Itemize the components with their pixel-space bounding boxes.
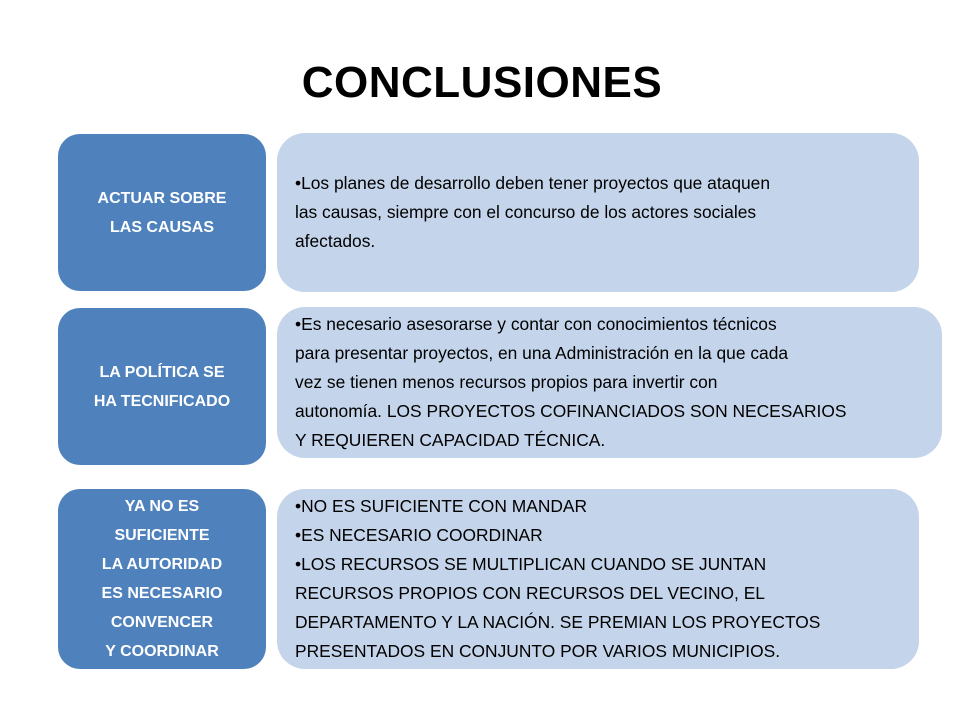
content-line: •Los planes de desarrollo deben tener proyectos que ataquen xyxy=(295,173,771,193)
content-line: para presentar proyectos, en una Administración en la que cada xyxy=(295,343,789,363)
label-line: Y COORDINAR xyxy=(105,643,219,660)
label-line: CONVENCER xyxy=(110,614,214,631)
label-actuar-sobre-las-causas xyxy=(58,134,266,291)
content-line: las causas, siempre con el concurso de los actores sociales xyxy=(295,202,757,222)
content-line: autonomía. LOS PROYECTOS COFINANCIADOS SON NECESARIOS xyxy=(295,401,847,421)
label-line: HA TECNIFICADO xyxy=(93,392,231,410)
content-line: •NO ES SUFICIENTE CON MANDAR xyxy=(295,496,588,516)
content-line: DEPARTAMENTO Y LA NACIÓN. SE PREMIAN LOS PROYECTOS xyxy=(295,612,821,632)
content-line: •LOS RECURSOS SE MULTIPLICAN CUANDO SE JUNTAN xyxy=(295,554,767,574)
content-line: Y REQUIEREN CAPACIDAD TÉCNICA. xyxy=(295,430,606,450)
content-line: vez se tienen menos recursos propios para invertir con xyxy=(295,372,718,392)
label-ya-no-es-suficiente xyxy=(58,489,266,669)
label-line: LAS CAUSAS xyxy=(109,218,214,236)
content-line: •Es necesario asesorarse y contar con conocimientos técnicos xyxy=(295,314,777,334)
label-line: SUFICIENTE xyxy=(114,527,210,544)
label-line: ACTUAR SOBRE xyxy=(97,189,227,207)
content-la-politica-se-ha-tecnificado xyxy=(277,307,942,458)
slide-title: CONCLUSIONES xyxy=(301,58,663,107)
label-line: YA NO ES xyxy=(124,498,200,515)
content-actuar-sobre-las-causas xyxy=(277,133,919,292)
label-line: LA POLÍTICA SE xyxy=(99,363,225,381)
label-la-politica-se-ha-tecnificado xyxy=(58,308,266,465)
content-line: •ES NECESARIO COORDINAR xyxy=(295,525,543,545)
label-line: LA AUTORIDAD xyxy=(101,556,223,573)
content-line: afectados. xyxy=(295,231,376,251)
content-ya-no-es-suficiente xyxy=(277,489,919,669)
content-line: RECURSOS PROPIOS CON RECURSOS DEL VECINO, EL xyxy=(295,583,765,603)
content-line: PRESENTADOS EN CONJUNTO POR VARIOS MUNICIPIOS. xyxy=(295,641,781,661)
label-line: ES NECESARIO xyxy=(101,585,223,602)
